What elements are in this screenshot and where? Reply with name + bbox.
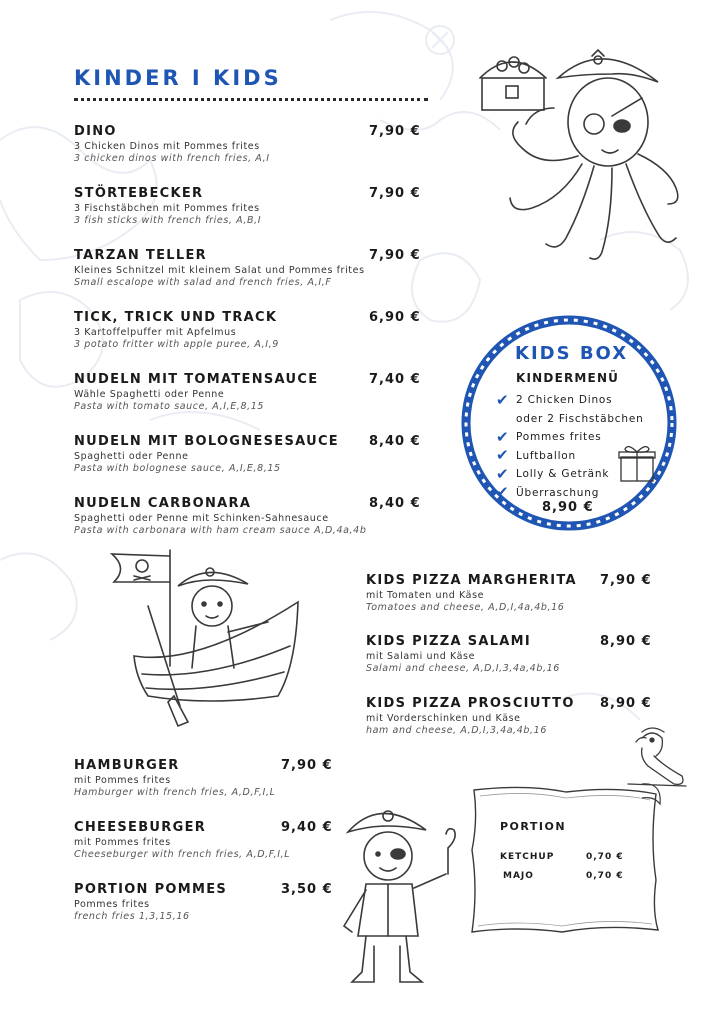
item-price: 7,90 € — [281, 758, 333, 773]
item-price: 8,90 € — [600, 634, 652, 649]
item-description-en: Hamburger with french fries, A,D,F,I,L — [74, 787, 276, 798]
kids-box-item-text: Lolly & Getränk — [516, 468, 610, 481]
kids-box-item-text: 2 Chicken Dinos — [516, 394, 613, 407]
menu-item-nudeln-bolognese — [74, 434, 421, 474]
item-name: DINO — [74, 124, 117, 139]
item-description-en: Pasta with carbonara with ham cream sauce A,D,4a,4b — [74, 525, 367, 536]
gift-icon — [616, 443, 658, 483]
checkmark-placeholder — [496, 411, 516, 426]
item-price: 7,40 € — [369, 372, 421, 387]
item-description-en: french fries 1,3,15,16 — [74, 911, 190, 922]
item-description-en: ham and cheese, A,D,I,3,4a,4b,16 — [366, 725, 547, 736]
item-name: STÖRTEBECKER — [74, 186, 204, 201]
item-price: 7,90 € — [369, 248, 421, 263]
menu-item-portion-pommes — [74, 882, 333, 922]
item-name: TICK, TRICK UND TRACK — [74, 310, 278, 325]
item-price: 8,90 € — [600, 696, 652, 711]
title-divider — [74, 98, 428, 101]
item-price: 9,40 € — [281, 820, 333, 835]
checkmark-icon: ✔ — [496, 464, 509, 483]
item-description-en: 3 potato fritter with apple puree, A,I,9 — [74, 339, 279, 350]
item-description-de: 3 Kartoffelpuffer mit Apfelmus — [74, 327, 237, 338]
menu-item-pizza-salami — [366, 634, 652, 674]
portion-item-price: 0,70 € — [586, 871, 624, 881]
item-description-de: mit Tomaten und Käse — [366, 590, 485, 601]
page-title: KINDER I KIDS — [74, 66, 282, 90]
item-name: KIDS PIZZA SALAMI — [366, 634, 532, 649]
portion-item-price: 0,70 € — [586, 852, 624, 862]
item-description-en: 3 fish sticks with french fries, A,B,I — [74, 215, 262, 226]
menu-item-stoertebecker — [74, 186, 421, 226]
item-description-de: Pommes frites — [74, 899, 150, 910]
item-price: 7,90 € — [369, 124, 421, 139]
checkmark-icon: ✔ — [496, 427, 509, 446]
item-description-en: Tomatoes and cheese, A,D,I,4a,4b,16 — [366, 602, 565, 613]
menu-item-cheeseburger — [74, 820, 333, 860]
menu-item-tick-trick-track — [74, 310, 421, 350]
item-description-de: 3 Chicken Dinos mit Pommes frites — [74, 141, 260, 152]
item-price: 8,40 € — [369, 434, 421, 449]
menu-item-nudeln-carbonara — [74, 496, 421, 536]
portion-item-name: KETCHUP — [500, 852, 555, 862]
item-description-de: Spaghetti oder Penne mit Schinken-Sahnesauce — [74, 513, 329, 524]
octopus-pirate-illustration — [462, 38, 688, 264]
kids-box-subtitle: KINDERMENÜ — [516, 371, 620, 385]
portion-title: PORTION — [500, 820, 567, 833]
pirate-boy-boat-illustration — [108, 546, 304, 742]
item-name: NUDELN CARBONARA — [74, 496, 252, 511]
kids-box-item — [496, 410, 666, 429]
item-name: KIDS PIZZA MARGHERITA — [366, 573, 577, 588]
parchment-scroll — [466, 780, 662, 938]
item-name: NUDELN MIT BOLOGNESESAUCE — [74, 434, 339, 449]
pirate-boy-hook-illustration — [330, 796, 464, 992]
item-name: KIDS PIZZA PROSCIUTTO — [366, 696, 575, 711]
item-description-en: Salami and cheese, A,D,I,3,4a,4b,16 — [366, 663, 560, 674]
menu-item-pizza-margherita — [366, 573, 652, 613]
portion-item-name: MAJO — [503, 871, 534, 881]
checkmark-icon: ✔ — [496, 390, 509, 409]
item-price: 7,90 € — [369, 186, 421, 201]
menu-item-nudeln-tomatensauce — [74, 372, 421, 412]
item-description-en: Pasta with tomato sauce, A,I,E,8,15 — [74, 401, 265, 412]
item-name: NUDELN MIT TOMATENSAUCE — [74, 372, 319, 387]
item-description-en: 3 chicken dinos with french fries, A,I — [74, 153, 270, 164]
item-description-de: Kleines Schnitzel mit kleinem Salat und Pommes frites — [74, 265, 365, 276]
kids-box-title: KIDS BOX — [515, 343, 629, 364]
item-price: 3,50 € — [281, 882, 333, 897]
item-description-de: mit Pommes frites — [74, 837, 171, 848]
kids-box-item — [496, 391, 666, 410]
parrot-illustration — [624, 726, 690, 796]
item-description-en: Cheeseburger with french fries, A,D,F,I,L — [74, 849, 291, 860]
item-description-de: Spaghetti oder Penne — [74, 451, 189, 462]
kids-box-item-text: Pommes frites — [516, 431, 602, 444]
item-name: CHEESEBURGER — [74, 820, 207, 835]
checkmark-icon: ✔ — [496, 446, 509, 465]
item-description-en: Small escalope with salad and french fries, A,I,F — [74, 277, 332, 288]
item-description-de: 3 Fischstäbchen mit Pommes frites — [74, 203, 260, 214]
item-description-de: mit Pommes frites — [74, 775, 171, 786]
item-price: 8,40 € — [369, 496, 421, 511]
kids-box-item-text: Überraschung — [516, 486, 600, 499]
item-name: TARZAN TELLER — [74, 248, 207, 263]
kids-box-item-text: oder 2 Fischstäbchen — [516, 412, 644, 425]
kids-box-item-text: Luftballon — [516, 449, 576, 462]
menu-item-tarzan-teller — [74, 248, 421, 288]
item-price: 6,90 € — [369, 310, 421, 325]
menu-item-pizza-prosciutto — [366, 696, 652, 736]
item-price: 7,90 € — [600, 573, 652, 588]
menu-item-hamburger — [74, 758, 333, 798]
item-description-de: Wähle Spaghetti oder Penne — [74, 389, 225, 400]
item-name: HAMBURGER — [74, 758, 180, 773]
item-description-de: mit Vorderschinken und Käse — [366, 713, 521, 724]
item-name: PORTION POMMES — [74, 882, 228, 897]
kids-box-price: 8,90 € — [542, 500, 594, 515]
menu-item-dino — [74, 124, 421, 164]
checkmark-icon: ✔ — [496, 483, 509, 502]
item-description-de: mit Salami und Käse — [366, 651, 476, 662]
item-description-en: Pasta with bolognese sauce, A,I,E,8,15 — [74, 463, 281, 474]
